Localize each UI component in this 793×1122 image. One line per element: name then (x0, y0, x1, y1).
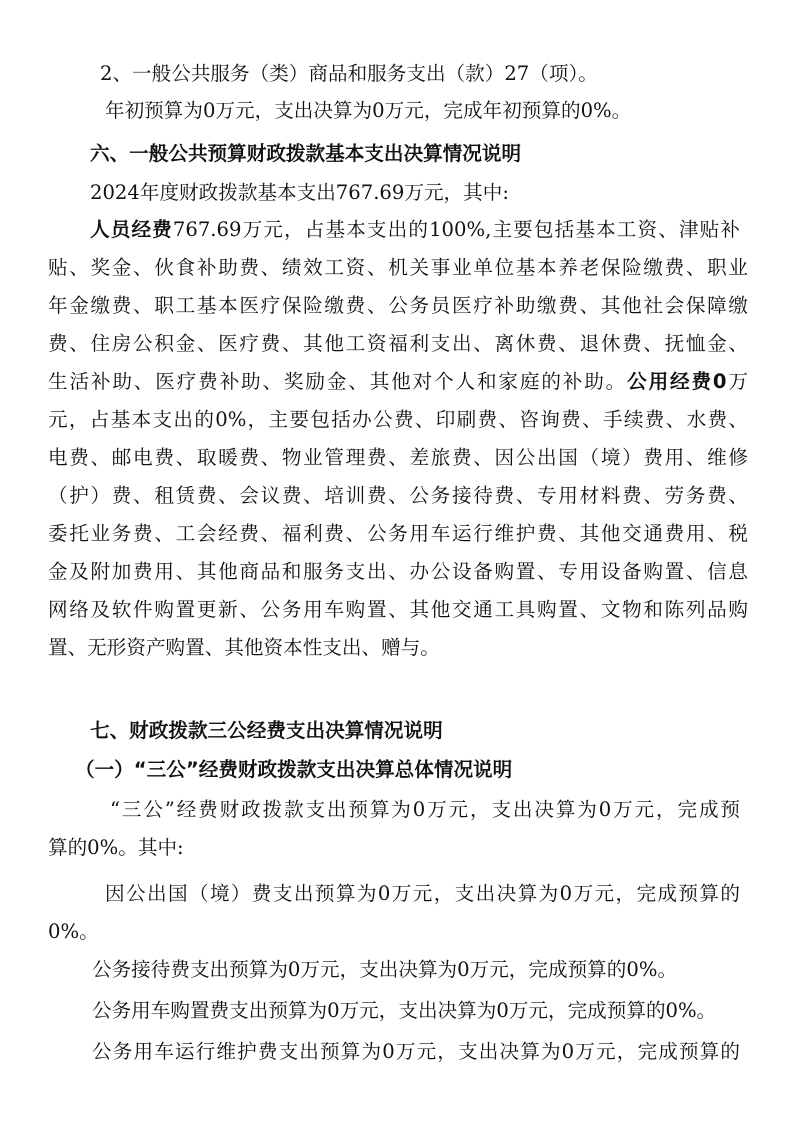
overseas-line-1: 因公出国（境）费支出预算为0万元，支出决算为0万元，完成预算的 (105, 882, 740, 905)
personnel-line-4: 费、住房公积金、医疗费、其他工资福利支出、离休费、退休费、抚恤金、 (48, 332, 748, 355)
public-line-5: 金及附加费用、其他商品和服务支出、办公设备购置、专用设备购置、信息 (48, 560, 748, 583)
section-seven-subheading: （一）“三公”经费财政拨款支出决算总体情况说明 (75, 758, 513, 781)
public-line-7: 置、无形资产购置、其他资本性支出、赠与。 (48, 636, 440, 659)
personnel-line-5 (48, 364, 748, 400)
personnel-line-text: 生活补助、医疗费补助、奖励金、其他对个人和家庭的补助。 (48, 370, 628, 393)
public-label: 公用经费0 (627, 370, 727, 393)
item2-text: 年初预算为0万元，支出决算为0万元，完成年初预算的0%。 (105, 99, 632, 122)
overseas-line-2: 0%。 (48, 920, 99, 943)
vehicle-maintenance-line: 公务用车运行维护费支出预算为0万元，支出决算为0万元，完成预算的 (92, 1040, 740, 1063)
section-seven-heading: 七、财政拨款三公经费支出决算情况说明 (90, 719, 443, 742)
vehicle-purchase-line: 公务用车购置费支出预算为0万元，支出决算为0万元，完成预算的0%。 (92, 999, 717, 1022)
three-public-total-line-2: 算的0%。其中: (48, 836, 184, 859)
section-six-heading: 六、一般公共预算财政拨款基本支出决算情况说明 (90, 142, 522, 165)
public-line-3: （护）费、租赁费、会议费、培训费、公务接待费、专用材料费、劳务费、 (48, 484, 748, 507)
personnel-line-text: 767.69万元，占基本支出的100%,主要包括基本工资、津贴补 (172, 218, 740, 241)
item2-title: 2、一般公共服务（类）商品和服务支出（款）27（项）。 (100, 62, 598, 85)
public-unit: 万 (726, 370, 749, 393)
public-line-4: 委托业务费、工会经费、福利费、公务用车运行维护费、其他交通费用、税 (48, 522, 748, 545)
personnel-label: 人员经费 (90, 218, 173, 241)
personnel-line-3: 年金缴费、职工基本医疗保险缴费、公务员医疗补助缴费、其他社会保障缴 (48, 294, 748, 317)
section-six-intro: 2024年度财政拨款基本支出767.69万元，其中: (90, 181, 509, 204)
reception-line: 公务接待费支出预算为0万元，支出决算为0万元，完成预算的0%。 (92, 958, 678, 981)
public-line-2: 电费、邮电费、取暖费、物业管理费、差旅费、因公出国（境）费用、维修 (48, 446, 748, 469)
personnel-line-1 (90, 212, 740, 248)
personnel-line-2: 贴、奖金、伙食补助费、绩效工资、机关事业单位基本养老保险缴费、职业 (48, 256, 748, 279)
public-line-1: 元，占基本支出的0%，主要包括办公费、印刷费、咨询费、手续费、水费、 (48, 408, 748, 431)
three-public-total-line-1: “三公”经费财政拨款支出预算为0万元，支出决算为0万元，完成预 (110, 798, 740, 821)
public-line-6: 网络及软件购置更新、公务用车购置、其他交通工具购置、文物和陈列品购 (48, 598, 748, 621)
